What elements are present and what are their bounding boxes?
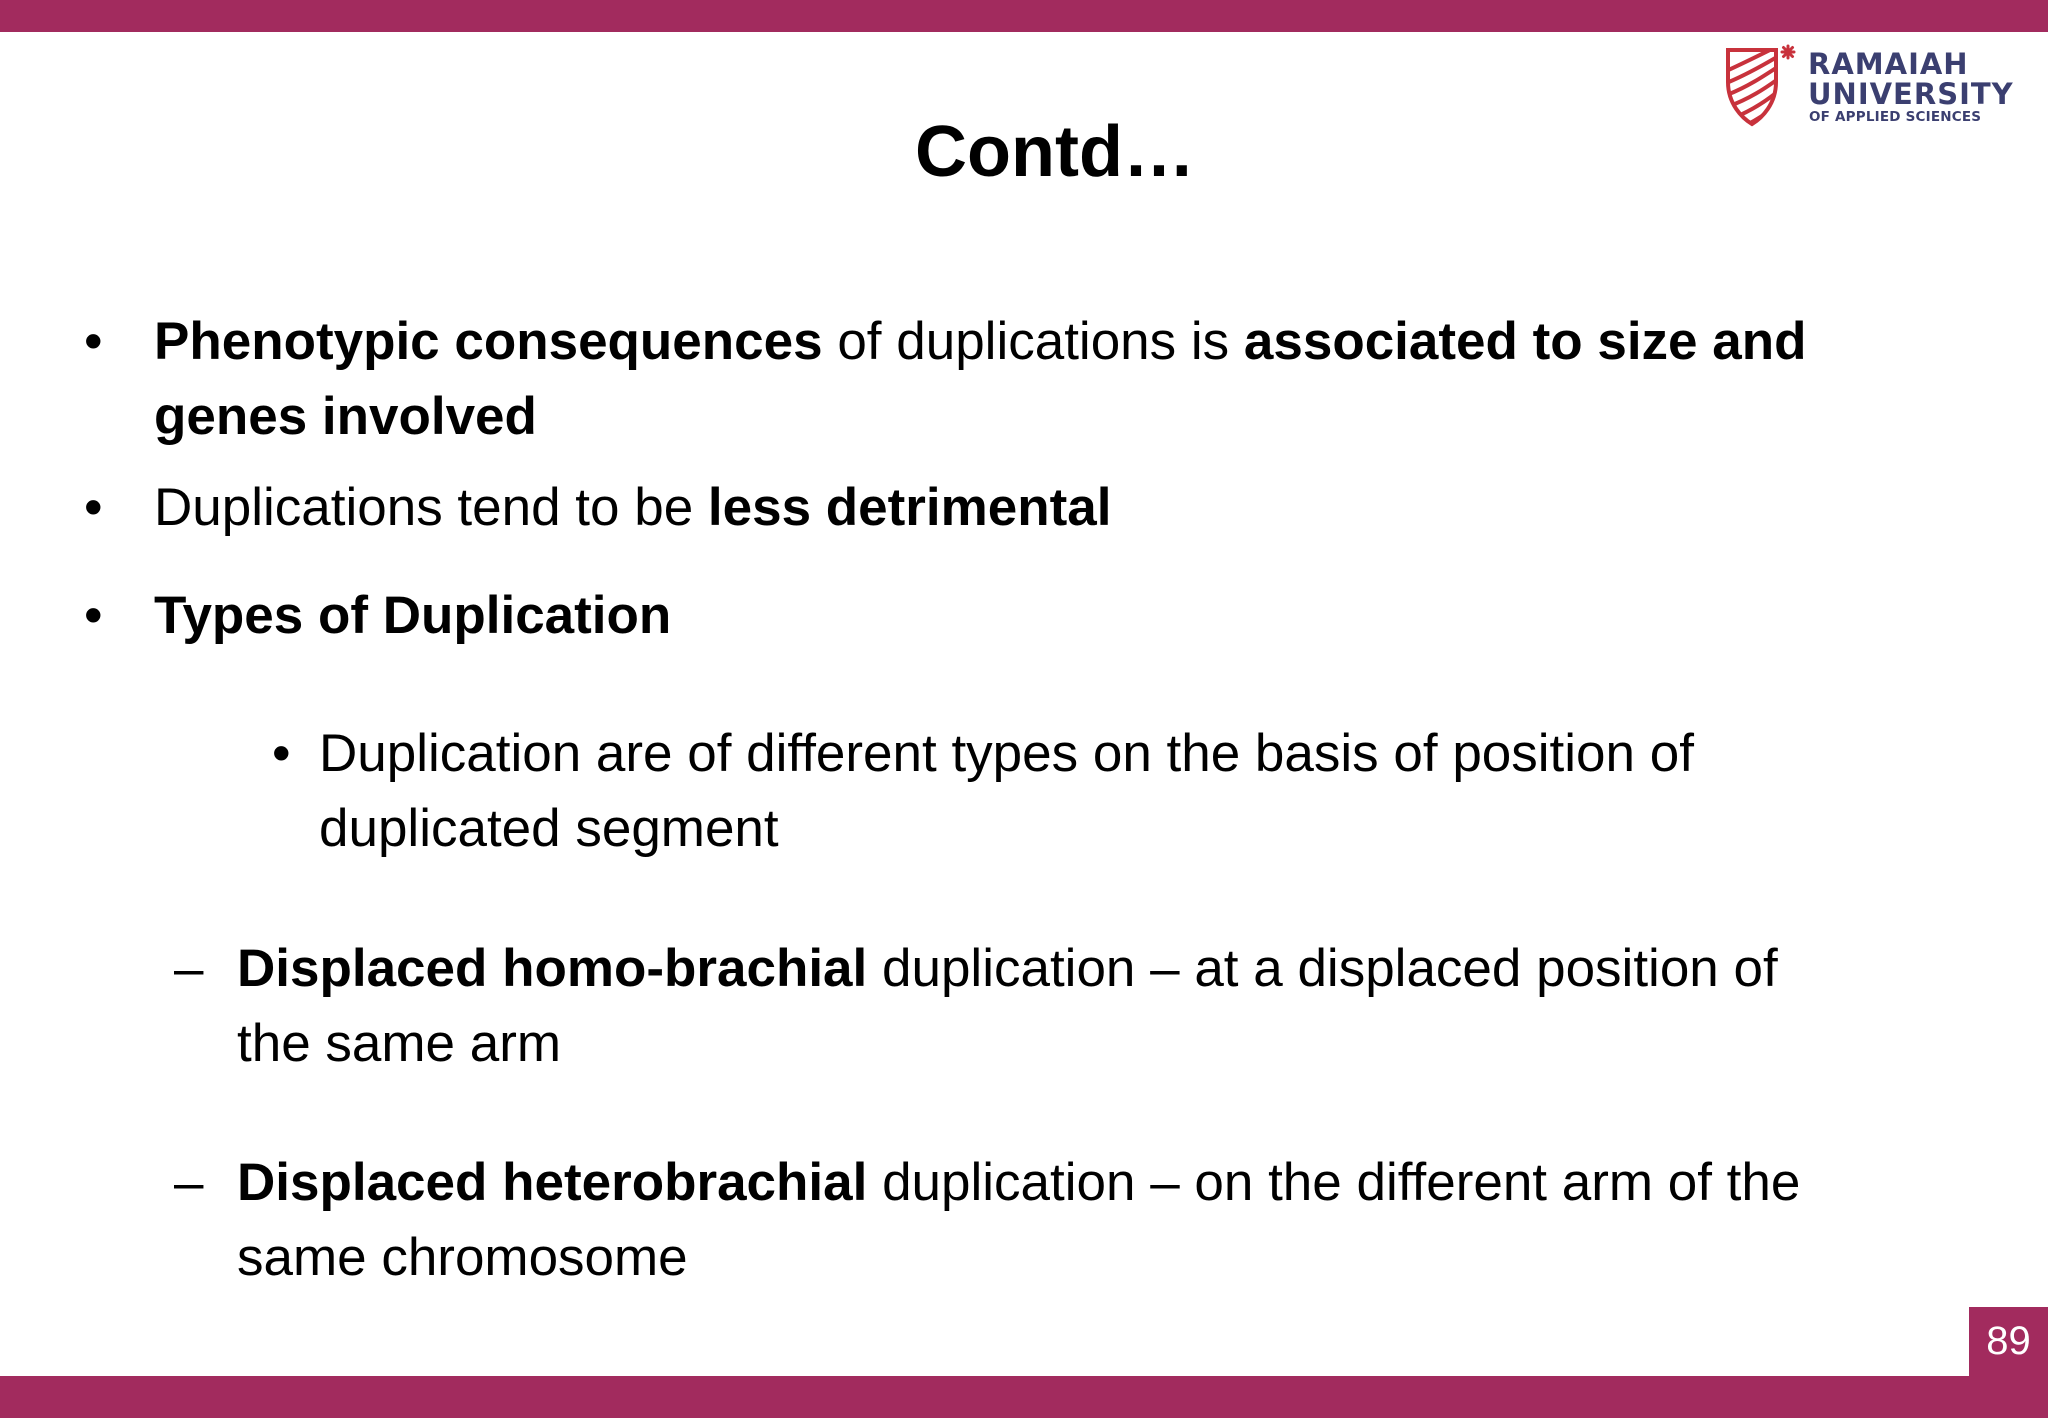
bullet-types-of-duplication [154, 578, 671, 653]
slide-title: Contd… [915, 112, 1195, 192]
sub-bullet-duplication-types [319, 716, 1694, 866]
bullet-text: Duplications tend to be [154, 478, 708, 537]
bullet-text: of duplications is [822, 312, 1244, 371]
dash-item-line [237, 931, 1778, 1006]
dash-item-text: the same arm [237, 1014, 562, 1073]
bullet-line [154, 379, 1806, 454]
dash-item-text: same chromosome [237, 1228, 688, 1287]
bullet-bold-text: genes involved [154, 387, 537, 446]
page-number-badge: 89 [1969, 1307, 2048, 1376]
bottom-accent-bar [0, 1376, 2048, 1418]
bullet-marker: • [84, 312, 103, 371]
dash-item-text: duplication – on the different arm of the [867, 1153, 1801, 1212]
dash-item-text: duplication – at a displaced position of [867, 939, 1778, 998]
sub-bullet-line: Duplication are of different types on the basis of position of [319, 724, 1694, 783]
sub-bullet-line: duplicated segment [319, 799, 779, 858]
bullet-bold-text: Types of Duplication [154, 586, 672, 645]
dash-item-line [237, 1006, 1778, 1081]
dash-item-line [237, 1220, 1800, 1295]
dash-item-heterobrachial [237, 1145, 1800, 1295]
sub-bullet-marker: • [272, 724, 291, 783]
bullet-less-detrimental [154, 470, 1111, 545]
dash-marker: – [174, 1153, 204, 1212]
dash-item-bold-text: Displaced homo-brachial [237, 939, 868, 998]
dash-item-line [237, 1145, 1800, 1220]
bullet-marker: • [84, 586, 103, 645]
dash-item-homo-brachial [237, 931, 1778, 1081]
bullet-bold-text: associated to size and [1243, 312, 1807, 371]
bullet-phenotypic [154, 304, 1806, 454]
dash-marker: – [174, 939, 204, 998]
logo-university-line: UNIVERSITY [1808, 77, 2014, 111]
dash-item-bold-text: Displaced heterobrachial [237, 1153, 868, 1212]
bullet-bold-text: less detrimental [707, 478, 1112, 537]
bullet-marker: • [84, 478, 103, 537]
bullet-line [154, 578, 671, 653]
logo-name-line: RAMAIAH [1808, 47, 1969, 81]
logo-subtitle-line: OF APPLIED SCIENCES [1809, 109, 1982, 125]
bullet-bold-text: Phenotypic consequences [154, 312, 823, 371]
bullet-line [154, 304, 1806, 379]
bullet-line [154, 470, 1111, 545]
